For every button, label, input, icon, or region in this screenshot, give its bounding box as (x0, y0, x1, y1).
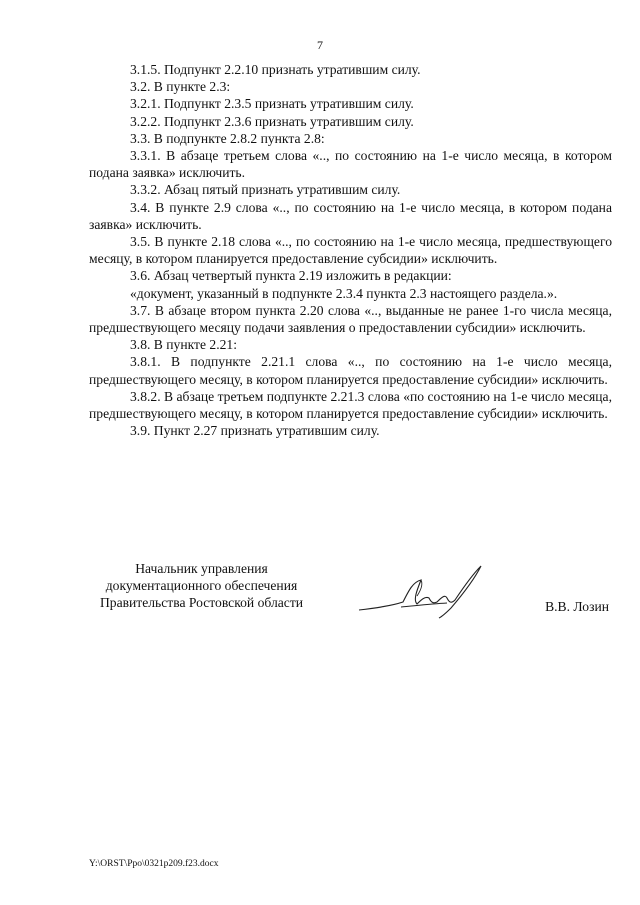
paragraph: 3.8.2. В абзаце третьем подпункте 2.21.3 слова «по состоянию на 1-е число месяца, предшествующего месяцу, в котором планируется предоставление субсидии» исключить. (89, 388, 612, 422)
paragraph: 3.8.1. В подпункте 2.21.1 слова «.., по состоянию на 1-е число месяца, предшествующего месяцу, в котором планируется предоставление субсидии» исключить. (89, 354, 612, 387)
paragraph: 3.3.1. В абзаце третьем слова «.., по состоянию на 1-е число месяца, в котором подана заявка» исключить. (89, 148, 612, 181)
paragraph: «документ, указанный в подпункте 2.3.4 пункта 2.3 настоящего раздела.». (130, 285, 558, 301)
paragraph: 3.3.2. Абзац пятый признать утратившим силу. (130, 182, 401, 198)
paragraph: 3.2. В пункте 2.3: (130, 79, 231, 95)
paragraph: 3.4. В пункте 2.9 слова «.., по состоянию на 1-е число месяца, в котором подана заявка» исключить. (89, 199, 612, 232)
paragraph: 3.8. В пункте 2.21: (130, 337, 237, 353)
paragraph: 3.9. Пункт 2.27 признать утратившим силу. (130, 423, 380, 439)
signatory-title-line: Правительства Ростовской области (99, 595, 304, 611)
paragraph: 3.2.2. Подпункт 2.3.6 признать утратившим силу. (130, 113, 414, 129)
paragraph: 3.6. Абзац четвертый пункта 2.19 изложить в редакции: (130, 268, 452, 284)
handwritten-signature (351, 560, 491, 622)
paragraph: 3.5. В пункте 2.18 слова «.., по состоянию на 1-е число месяца, предшествующего месяцу, в котором планируется предоставление субсидии» исключить. (89, 234, 612, 267)
paragraph: 3.7. В абзаце втором пункта 2.20 слова «.., выданные не ранее 1-го числа месяца, предшествующего месяцу подачи заявления о предоставлении субсидии» исключить. (89, 302, 612, 336)
paragraph: 3.3. В подпункте 2.8.2 пункта 2.8: (130, 130, 325, 146)
signatory-title-line: Начальник управления (135, 561, 268, 576)
signatory-title (89, 560, 314, 612)
page-number: 7 (317, 38, 323, 52)
signatory-name: В.В. Лозин (545, 599, 609, 614)
signatory-title-line: документационного обеспечения (105, 578, 298, 594)
signature-block (89, 560, 612, 630)
footer-file-path: Y:\ORST\Ppo\0321p209.f23.docx (89, 859, 219, 869)
document-body (89, 61, 612, 439)
paragraph: 3.1.5. Подпункт 2.2.10 признать утратившим силу. (130, 62, 421, 77)
paragraph: 3.2.1. Подпункт 2.3.5 признать утратившим силу. (130, 96, 414, 112)
